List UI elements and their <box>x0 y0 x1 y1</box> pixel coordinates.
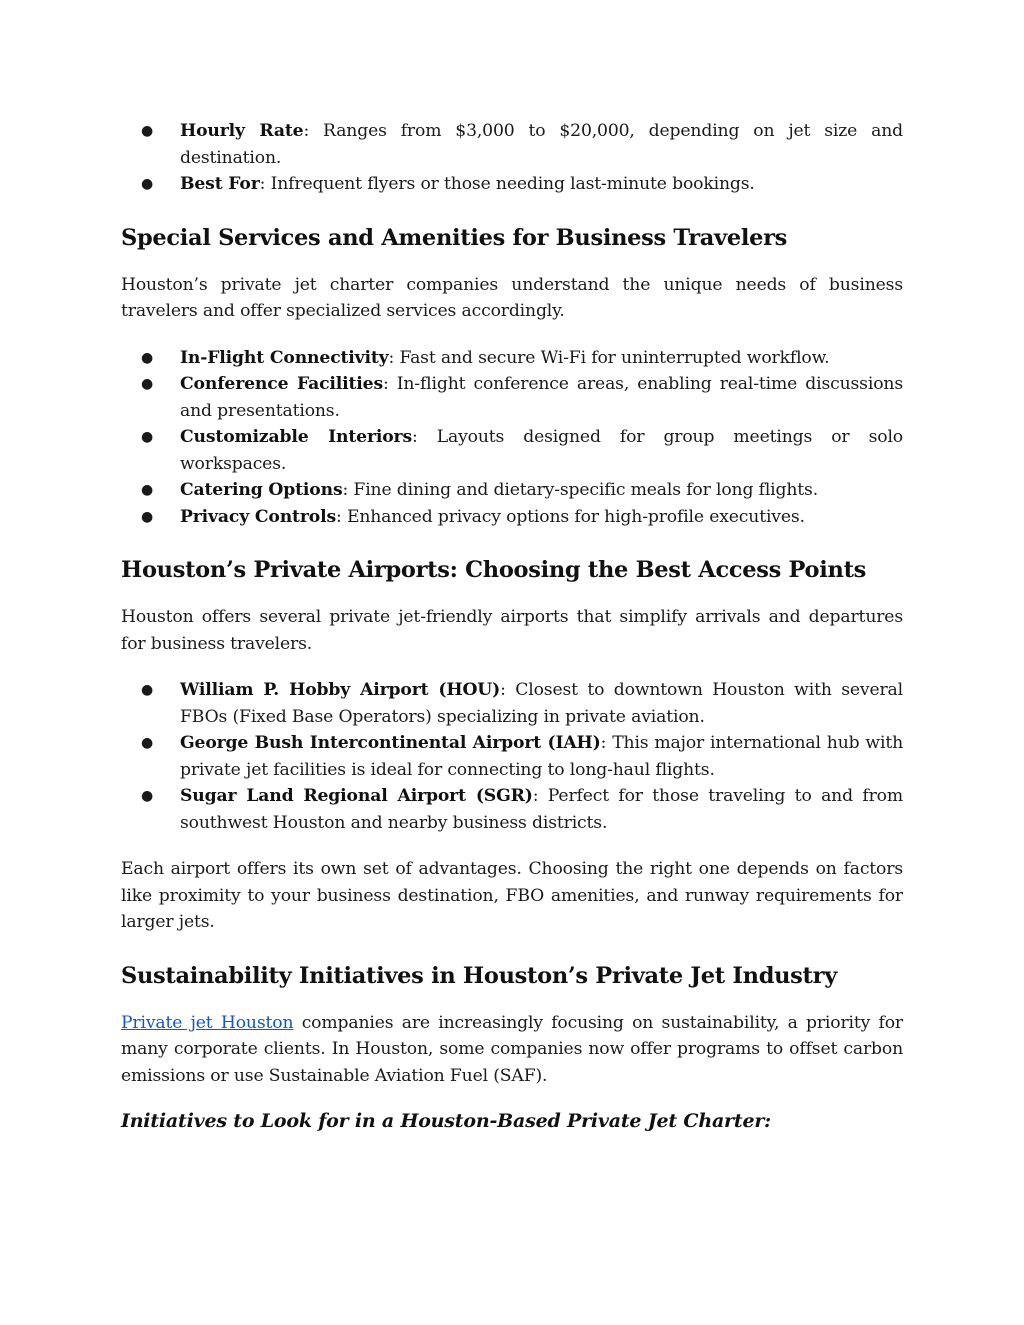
list-item-desc: : Infrequent flyers or those needing last-minute bookings. <box>259 174 755 194</box>
section-heading-services: Special Services and Amenities for Business Travelers <box>121 224 788 251</box>
list-item <box>121 118 903 171</box>
section-heading-airports: Houston’s Private Airports: Choosing the Best Access Points <box>121 557 867 583</box>
list-item-term: Sugar Land Regional Airport (SGR) <box>180 786 533 806</box>
bullet-icon: ● <box>141 429 154 445</box>
list-item-desc: : Perfect for those traveling to and from southwest Houston and nearby business districts. <box>180 786 903 833</box>
initiatives-subheading: Initiatives to Look for in a Houston-Based Private Jet Charter: <box>121 1110 771 1132</box>
list-item-desc: : Layouts designed for group meetings or solo workspaces. <box>180 427 903 474</box>
paragraph-text: companies are increasingly focusing on sustainability, a priority for many corporate clients. In Houston, some companies now offer programs to offset carbon emissions or use Sustainable Aviation Fuel (SAF). <box>121 1012 903 1086</box>
list-item-desc: : Closest to downtown Houston with several FBOs (Fixed Base Operators) specializing in private aviation. <box>180 680 903 727</box>
list-item <box>121 783 903 836</box>
list-item-term: George Bush Intercontinental Airport (IAH) <box>180 733 601 753</box>
bullet-icon: ● <box>141 482 154 498</box>
document-page <box>121 118 903 1135</box>
list-item-desc: : Ranges from $3,000 to $20,000, depending on jet size and destination. <box>180 121 904 168</box>
services-bullet-list <box>121 345 903 531</box>
list-item-desc: : In-flight conference areas, enabling real-time discussions and presentations. <box>180 374 903 421</box>
list-item-term: Hourly Rate <box>180 121 304 141</box>
list-item-term: Privacy Controls <box>180 506 336 527</box>
list-item <box>121 504 903 531</box>
list-item-desc: : Fast and secure Wi-Fi for uninterrupted workflow. <box>388 347 830 368</box>
section-closing-airports: Each airport offers its own set of advantages. Choosing the right one depends on factors like proximity to your business destination, FBO amenities, and runway requirements for larger jets. <box>121 859 903 932</box>
list-item <box>121 477 903 504</box>
bullet-icon: ● <box>141 735 154 751</box>
list-item <box>121 171 903 198</box>
list-item <box>121 424 903 477</box>
list-item-term: In-Flight Connectivity <box>180 347 389 368</box>
bullet-icon: ● <box>141 508 154 525</box>
section-paragraph-sustainability <box>121 1010 903 1090</box>
list-item <box>121 345 903 372</box>
list-item-term: Best For <box>180 174 260 194</box>
list-item <box>121 730 903 783</box>
bullet-icon: ● <box>141 176 154 192</box>
bullet-icon: ● <box>141 682 154 698</box>
list-item-term: Catering Options <box>180 480 343 500</box>
airports-bullet-list <box>121 677 903 836</box>
bullet-icon: ● <box>141 349 154 366</box>
list-item <box>121 677 903 730</box>
section-heading-sustainability: Sustainability Initiatives in Houston’s Private Jet Industry <box>121 962 837 989</box>
section-paragraph-airports: Houston offers several private jet-friendly airports that simplify arrivals and departures for business travelers. <box>121 607 903 654</box>
private-jet-houston-link[interactable]: Private jet Houston <box>121 1012 294 1033</box>
intro-bullet-list <box>121 118 903 198</box>
bullet-icon: ● <box>141 788 154 804</box>
list-item-desc: : This major international hub with private jet facilities is ideal for connecting to long-haul flights. <box>180 733 904 780</box>
section-paragraph-services: Houston’s private jet charter companies understand the unique needs of business travelers and offer specialized services accordingly. <box>121 274 903 321</box>
bullet-icon: ● <box>141 376 154 392</box>
list-item-term: William P. Hobby Airport (HOU) <box>180 680 501 700</box>
list-item-term: Conference Facilities <box>180 374 383 394</box>
list-item-term: Customizable Interiors <box>180 427 412 447</box>
list-item-desc: : Enhanced privacy options for high-profile executives. <box>335 506 805 527</box>
list-item-desc: : Fine dining and dietary-specific meals for long flights. <box>342 480 819 500</box>
bullet-icon: ● <box>141 123 154 139</box>
list-item <box>121 371 903 424</box>
